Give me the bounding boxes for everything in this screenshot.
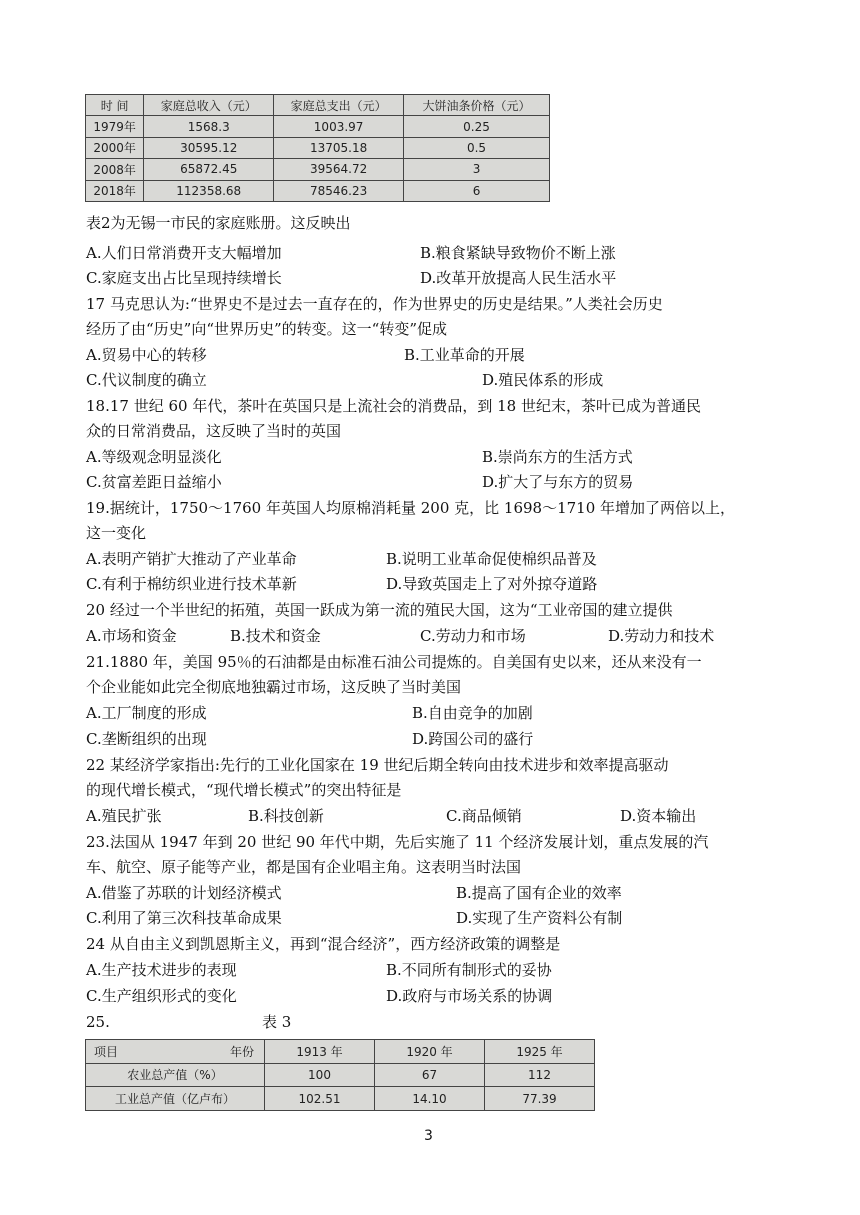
q21-option-a: A.工厂制度的形成 <box>86 704 207 722</box>
table-row <box>86 1087 595 1111</box>
table-header-cell: 家庭总支出（元） <box>274 95 404 116</box>
q23-option-d: D.实现了生产资料公有制 <box>456 909 623 927</box>
table-cell: 112 <box>485 1063 595 1087</box>
table-header-cell: 家庭总收入（元） <box>144 95 274 116</box>
table-cell: 14.10 <box>375 1087 485 1111</box>
q20-option-d: D.劳动力和技术 <box>608 627 715 645</box>
q24-option-d: D.政府与市场关系的协调 <box>386 987 553 1005</box>
question-22-stem: 22 某经济学家指出:先行的工业化国家在 19 世纪后期全转向由技术进步和效率提高驱动 <box>86 756 669 774</box>
q23-option-b: B.提高了国有企业的效率 <box>456 884 622 902</box>
table-header-cell: 1913 年 <box>265 1040 375 1064</box>
question-19-stem: 19.据统计，1750～1760 年英国人均原棉消耗量 200 克，比 1698～1710 年增加了两倍以上， <box>86 499 736 517</box>
soviet-output-table <box>85 1039 595 1111</box>
table-cell: 农业总产值（%） <box>86 1063 265 1087</box>
household-accounts-table <box>85 94 550 202</box>
q23-option-a: A.借鉴了苏联的计划经济模式 <box>86 884 282 902</box>
question-23-stem-cont: 车、航空、原子能等产业，都是国有企业唱主角。这表明当时法国 <box>86 858 522 876</box>
table-header-item: 项目 <box>94 1044 119 1059</box>
q17-option-d: D.殖民体系的形成 <box>482 371 604 389</box>
table-row <box>86 137 550 158</box>
question-22-stem-cont: 的现代增长模式，“现代增长模式”的突出特征是 <box>86 781 402 799</box>
q19-option-b: B.说明工业革命促使棉织品普及 <box>386 550 597 568</box>
q22-option-d: D.资本输出 <box>620 807 697 825</box>
question-24-stem: 24 从自由主义到凯恩斯主义，再到“混合经济”，西方经济政策的调整是 <box>86 935 561 953</box>
question-25-number: 25. <box>86 1013 110 1031</box>
q20-option-a: A.市场和资金 <box>86 627 177 645</box>
q21-option-d: D.跨国公司的盛行 <box>412 730 534 748</box>
table-cell: 6 <box>404 180 550 201</box>
table-cell: 102.51 <box>265 1087 375 1111</box>
table-cell: 30595.12 <box>144 137 274 158</box>
question-21-stem-cont: 个企业能如此完全彻底地独霸过市场，这反映了当时美国 <box>86 678 462 696</box>
table-row <box>86 159 550 180</box>
q22-option-c: C.商品倾销 <box>446 807 522 825</box>
question-20-stem: 20 经过一个半世纪的拓殖，英国一跃成为第一流的殖民大国，这为“工业帝国的建立提供 <box>86 601 673 619</box>
table-cell: 67 <box>375 1063 485 1087</box>
q19-option-d: D.导致英国走上了对外掠夺道路 <box>386 575 598 593</box>
table-header-cell: 1920 年 <box>375 1040 485 1064</box>
page-number: 3 <box>424 1128 433 1144</box>
q23-option-c: C.利用了第三次科技革命成果 <box>86 909 282 927</box>
table-cell: 1568.3 <box>144 116 274 137</box>
table-cell: 0.5 <box>404 137 550 158</box>
table-header-corner <box>86 1040 265 1064</box>
q22-option-a: A.殖民扩张 <box>86 807 162 825</box>
q18-option-a: A.等级观念明显淡化 <box>86 448 222 466</box>
table-cell: 100 <box>265 1063 375 1087</box>
table-cell: 2000年 <box>86 137 144 158</box>
q24-option-b: B.不同所有制形式的妥协 <box>386 961 552 979</box>
question-17-stem-cont: 经历了由“历史”向“世界历史”的转变。这一“转变”促成 <box>86 320 448 338</box>
table-cell: 0.25 <box>404 116 550 137</box>
q24-option-c: C.生产组织形式的变化 <box>86 987 237 1005</box>
q21-option-c: C.垄断组织的出现 <box>86 730 207 748</box>
table-cell: 77.39 <box>485 1087 595 1111</box>
q22-option-b: B.科技创新 <box>248 807 324 825</box>
table-cell: 1979年 <box>86 116 144 137</box>
q17-option-b: B.工业革命的开展 <box>404 346 525 364</box>
table-header-cell: 1925 年 <box>485 1040 595 1064</box>
question-17-stem: 17 马克思认为:“世界史不是过去一直存在的，作为世界史的历史是结果。”人类社会历史 <box>86 295 663 313</box>
table-cell: 2018年 <box>86 180 144 201</box>
table-cell: 65872.45 <box>144 159 274 180</box>
table-3-caption: 表 3 <box>262 1013 292 1031</box>
table-cell: 112358.68 <box>144 180 274 201</box>
question-18-stem: 18.17 世纪 60 年代，茶叶在英国只是上流社会的消费品，到 18 世纪末，茶叶已成为普通民 <box>86 397 701 415</box>
table-row <box>86 1063 595 1087</box>
table-header-row <box>86 1040 595 1064</box>
q21-option-b: B.自由竞争的加剧 <box>412 704 533 722</box>
q16-option-a: A.人们日常消费开支大幅增加 <box>86 244 282 262</box>
table-header-row <box>86 95 550 116</box>
q16-option-b: B.粮食紧缺导致物价不断上涨 <box>420 244 616 262</box>
q20-option-c: C.劳动力和市场 <box>420 627 526 645</box>
table-header-cell: 时 间 <box>86 95 144 116</box>
table-header-cell: 大饼油条价格（元） <box>404 95 550 116</box>
table-cell: 2008年 <box>86 159 144 180</box>
q19-option-a: A.表明产销扩大推动了产业革命 <box>86 550 297 568</box>
table-cell: 3 <box>404 159 550 180</box>
table-cell: 78546.23 <box>274 180 404 201</box>
table-cell: 39564.72 <box>274 159 404 180</box>
question-23-stem: 23.法国从 1947 年到 20 世纪 90 年代中期，先后实施了 11 个经济发展计划，重点发展的汽 <box>86 833 709 851</box>
table-cell: 13705.18 <box>274 137 404 158</box>
q18-option-d: D.扩大了与东方的贸易 <box>482 473 634 491</box>
table-cell: 工业总产值（亿卢布） <box>86 1087 265 1111</box>
q19-option-c: C.有利于棉纺织业进行技术革新 <box>86 575 297 593</box>
table-header-year: 年份 <box>229 1044 254 1059</box>
q18-option-c: C.贫富差距日益缩小 <box>86 473 222 491</box>
q16-option-c: C.家庭支出占比呈现持续增长 <box>86 269 282 287</box>
question-16-stem: 表2为无锡一市民的家庭账册。这反映出 <box>86 214 351 232</box>
table-row <box>86 180 550 201</box>
question-21-stem: 21.1880 年，美国 95％的石油都是由标准石油公司提炼的。自美国有史以来，还从来没有一 <box>86 653 702 671</box>
q16-option-d: D.改革开放提高人民生活水平 <box>420 269 617 287</box>
q17-option-c: C.代议制度的确立 <box>86 371 207 389</box>
question-19-stem-cont: 这一变化 <box>86 524 147 542</box>
q20-option-b: B.技术和资金 <box>230 627 321 645</box>
table-cell: 1003.97 <box>274 116 404 137</box>
table-row <box>86 116 550 137</box>
question-18-stem-cont: 众的日常消费品，这反映了当时的英国 <box>86 422 342 440</box>
q18-option-b: B.崇尚东方的生活方式 <box>482 448 633 466</box>
q17-option-a: A.贸易中心的转移 <box>86 346 207 364</box>
q24-option-a: A.生产技术进步的表现 <box>86 961 237 979</box>
